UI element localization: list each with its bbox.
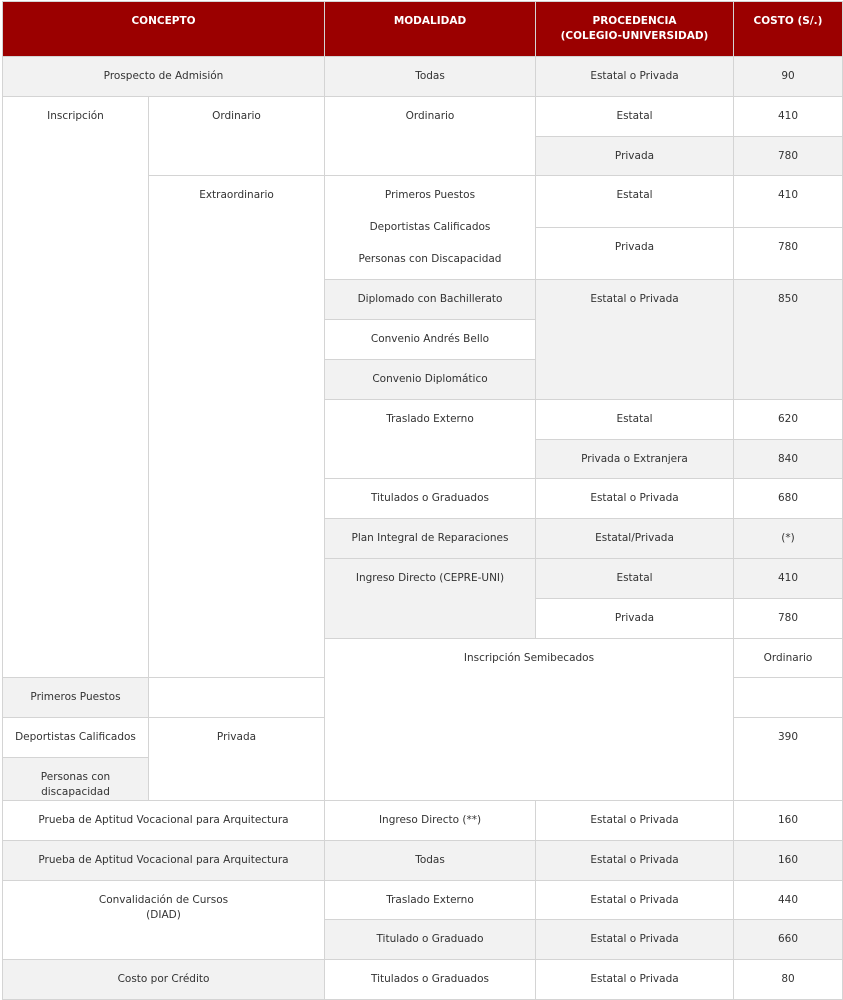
- costo-cell: 440: [734, 880, 843, 920]
- modalidad-cell: Traslado Externo: [325, 399, 536, 479]
- subconcepto-cell: Extraordinario: [149, 176, 325, 678]
- header-procedencia-line1: PROCEDENCIA: [592, 15, 677, 27]
- costo-cell: 660: [734, 920, 843, 960]
- costo-cell: 680: [734, 479, 843, 519]
- procedencia-cell: Estatal o Privada: [536, 57, 734, 97]
- modalidad-cell: Ingreso Directo (**): [325, 800, 536, 840]
- table-row: [3, 96, 843, 136]
- modalidad-cell: Titulados o Graduados: [325, 960, 536, 1000]
- procedencia-cell: Privada o Extranjera: [536, 439, 734, 479]
- modalidad-cell: [325, 176, 536, 280]
- modalidad-line: Deportistas Calificados: [369, 221, 491, 234]
- procedencia-cell: Privada: [536, 228, 734, 280]
- costo-cell: 780: [734, 136, 843, 176]
- header-procedencia: [536, 2, 734, 57]
- table-row: [3, 840, 843, 880]
- header-row: [3, 2, 843, 57]
- costo-cell: 80: [734, 960, 843, 1000]
- costo-cell: 780: [734, 598, 843, 638]
- modalidad-cell: Diplomado con Bachillerato: [325, 280, 536, 320]
- concepto-line: Convalidación de Cursos: [98, 893, 229, 906]
- header-modalidad: MODALIDAD: [325, 2, 536, 57]
- costo-cell: 840: [734, 439, 843, 479]
- costo-cell: 850: [734, 280, 843, 399]
- concepto-line: (DIAD): [146, 908, 181, 921]
- concepto-cell: Inscripción Semibecados: [325, 638, 734, 800]
- procedencia-cell: Estatal: [536, 558, 734, 598]
- procedencia-cell: Privada: [149, 718, 325, 801]
- costo-cell: 410: [734, 176, 843, 228]
- concepto-cell: Inscripción: [3, 96, 149, 678]
- costo-cell: 90: [734, 57, 843, 97]
- costo-cell: 160: [734, 800, 843, 840]
- table-row: [3, 880, 843, 920]
- procedencia-cell: Estatal o Privada: [536, 880, 734, 920]
- modalidad-cell: Convenio Andrés Bello: [325, 320, 536, 360]
- procedencia-cell: Estatal: [536, 399, 734, 439]
- costo-cell: 390: [734, 718, 843, 801]
- modalidad-cell: Todas: [325, 57, 536, 97]
- costo-cell: 160: [734, 840, 843, 880]
- admission-fees-table: [2, 1, 843, 1000]
- modalidad-cell: Ordinario: [734, 638, 843, 678]
- modalidad-cell: Primeros Puestos: [3, 678, 149, 718]
- procedencia-cell: Estatal/Privada: [536, 519, 734, 559]
- procedencia-cell: Estatal o Privada: [536, 800, 734, 840]
- modalidad-cell: Todas: [325, 840, 536, 880]
- procedencia-cell: Privada: [536, 598, 734, 638]
- modalidad-cell: Plan Integral de Reparaciones: [325, 519, 536, 559]
- concepto-cell: Prueba de Aptitud Vocacional para Arquitectura: [3, 840, 325, 880]
- costo-cell: 620: [734, 399, 843, 439]
- table-row: [3, 800, 843, 840]
- procedencia-cell: Estatal o Privada: [536, 840, 734, 880]
- modalidad-cell: Deportistas Calificados: [3, 718, 149, 758]
- procedencia-cell: Estatal o Privada: [536, 920, 734, 960]
- procedencia-cell: Estatal: [536, 176, 734, 228]
- header-concepto: CONCEPTO: [3, 2, 325, 57]
- modalidad-line: Personas con Discapacidad: [358, 253, 502, 266]
- concepto-cell: [3, 880, 325, 960]
- modalidad-cell: Ingreso Directo (CEPRE-UNI): [325, 558, 536, 638]
- procedencia-cell: Estatal o Privada: [536, 960, 734, 1000]
- procedencia-cell: Estatal o Privada: [536, 479, 734, 519]
- costo-cell: 410: [734, 96, 843, 136]
- header-costo: COSTO (S/.): [734, 2, 843, 57]
- modalidad-cell: Traslado Externo: [325, 880, 536, 920]
- modalidad-line: Primeros Puestos: [384, 189, 476, 202]
- costo-cell: (*): [734, 519, 843, 559]
- modalidad-cell: Personas con discapacidad: [3, 757, 149, 800]
- concepto-cell: Prospecto de Admisión: [3, 57, 325, 97]
- concepto-cell: Costo por Crédito: [3, 960, 325, 1000]
- table-row: [3, 57, 843, 97]
- costo-cell: 780: [734, 228, 843, 280]
- table-row: [3, 960, 843, 1000]
- procedencia-cell: Estatal: [536, 96, 734, 136]
- subconcepto-cell: Ordinario: [149, 96, 325, 176]
- modalidad-cell: Convenio Diplomático: [325, 359, 536, 399]
- modalidad-cell: Titulados o Graduados: [325, 479, 536, 519]
- header-procedencia-line2: (COLEGIO-UNIVERSIDAD): [560, 30, 709, 42]
- modalidad-cell: Titulado o Graduado: [325, 920, 536, 960]
- procedencia-cell: Estatal o Privada: [536, 280, 734, 399]
- concepto-cell: Prueba de Aptitud Vocacional para Arquitectura: [3, 800, 325, 840]
- procedencia-cell: Privada: [536, 136, 734, 176]
- costo-cell: 410: [734, 558, 843, 598]
- modalidad-cell: Ordinario: [325, 96, 536, 176]
